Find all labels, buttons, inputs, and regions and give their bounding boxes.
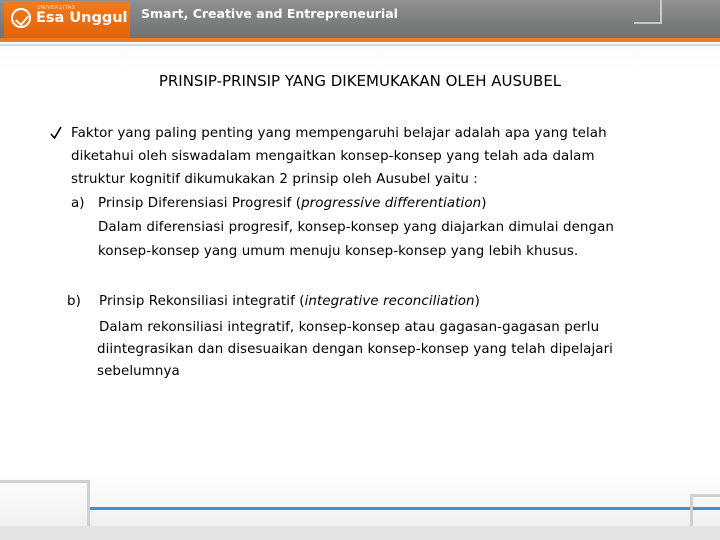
logo-subtext: UNIVERSITAS bbox=[37, 5, 76, 11]
item-b-heading bbox=[99, 294, 480, 309]
logo-emblem-icon bbox=[11, 8, 31, 28]
item-a-heading-end: ) bbox=[481, 196, 487, 211]
item-b-marker: b) bbox=[67, 294, 81, 309]
slide-title: PRINSIP-PRINSIP YANG DIKEMUKAKAN OLEH AUSUBEL bbox=[158, 72, 562, 90]
bullet-line-1: Faktor yang paling penting yang mempengaruhi belajar adalah apa yang telah bbox=[71, 126, 607, 141]
item-b-heading-italic: integrative reconciliation bbox=[304, 294, 475, 309]
item-b-heading-end: ) bbox=[474, 294, 480, 309]
grey-divider bbox=[0, 44, 720, 46]
footer-frame-left bbox=[0, 480, 90, 526]
header-frame-decoration bbox=[634, 0, 662, 24]
item-a-heading bbox=[98, 196, 487, 211]
university-logo bbox=[4, 1, 130, 38]
orange-divider bbox=[0, 38, 720, 42]
bullet-line-3: struktur kognitif dikumukakan 2 prinsip oleh Ausubel yaitu : bbox=[71, 172, 478, 187]
item-a-heading-italic: progressive differentiation bbox=[301, 196, 482, 211]
item-a-line-1: Dalam diferensiasi progresif, konsep-konsep yang diajarkan dimulai dengan bbox=[98, 220, 614, 235]
item-b-line-3: sebelumnya bbox=[97, 364, 180, 379]
item-a-line-2: konsep-konsep yang umum menuju konsep-konsep yang lebih khusus. bbox=[98, 244, 579, 259]
checkmark-bullet-icon bbox=[50, 126, 62, 140]
header-tagline: Smart, Creative and Entrepreneurial bbox=[141, 6, 398, 21]
item-b-line-1: Dalam rekonsiliasi integratif, konsep-konsep atau gagasan-gagasan perlu bbox=[99, 320, 600, 335]
footer-band bbox=[0, 526, 720, 540]
header-bar bbox=[0, 0, 720, 38]
item-b-heading-text: Prinsip Rekonsiliasi integratif ( bbox=[99, 294, 305, 309]
item-a-heading-text: Prinsip Diferensiasi Progresif ( bbox=[98, 196, 302, 211]
logo-name: Esa Unggul bbox=[36, 10, 128, 26]
footer-blue-line bbox=[90, 507, 720, 510]
item-a-marker: a) bbox=[71, 196, 85, 211]
item-b-line-2: diintegrasikan dan disesuaikan dengan konsep-konsep yang telah dipelajari bbox=[97, 342, 614, 357]
bullet-line-2: diketahui oleh siswadalam mengaitkan konsep-konsep yang telah ada dalam bbox=[71, 149, 595, 164]
